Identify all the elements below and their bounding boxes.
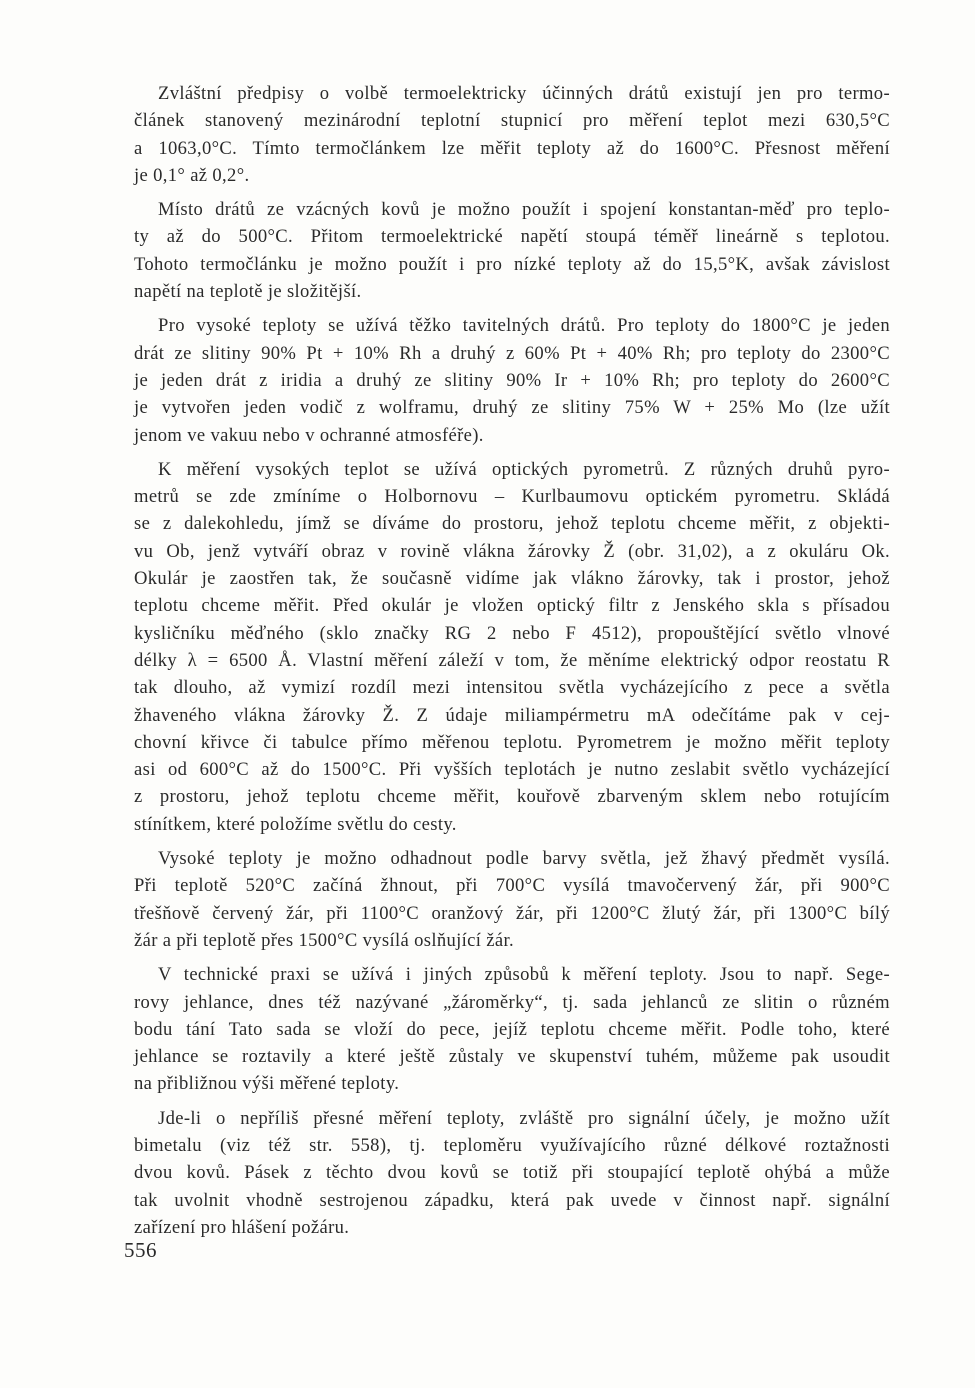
text-line: chovní křivce či tabulce přímo měřenou teplotu. Pyrometrem je možno měřit teploty bbox=[134, 731, 890, 753]
text-line: Tohoto termočlánku je možno použít i pro nízké teploty až do 15,5°K, avšak závislost bbox=[134, 253, 890, 275]
text-line: Zvláštní předpisy o volbě termoelektricky účinných drátů existují jen pro termo- bbox=[158, 83, 890, 104]
page-number: 556 bbox=[124, 1238, 157, 1262]
text-line: Při teplotě 520°C začíná žhnout, při 700°C vysílá tmavočervený žár, při 900°C bbox=[134, 875, 890, 897]
text-line: je vytvořen jeden vodič z wolframu, druhý ze slitiny 75% W + 25% Mo (lze užít bbox=[134, 397, 890, 419]
text-line: Pro vysoké teploty se užívá těžko tavitelných drátů. Pro teploty do 1800°C je jeden bbox=[158, 315, 890, 337]
text-line: V technické praxi se užívá i jiných způsobů k měření teploty. Jsou to např. Sege- bbox=[158, 964, 890, 986]
paragraph-high-temperature-wires bbox=[134, 312, 890, 448]
body-text bbox=[134, 80, 890, 1248]
text-line: stínítkem, které položíme světlu do cesty. bbox=[134, 813, 457, 835]
text-line: Vysoké teploty je možno odhadnout podle barvy světla, jež žhavý předmět vysílá. bbox=[158, 848, 890, 870]
text-line: se z dalekohledu, jímž se díváme do prostoru, jehož teplotu chceme měřit, z objekti- bbox=[134, 513, 890, 535]
paragraph-optical-pyrometers bbox=[134, 456, 890, 838]
text-line: jehlance se roztavily a které ještě zůstaly ve skupenství tuhém, můžeme pak usoudit bbox=[134, 1046, 890, 1068]
text-line: vu Ob, jenž vytváří obraz v rovině vlákna žárovky Ž (obr. 31,02), a z okuláru Ok. bbox=[134, 540, 890, 562]
text-line: rovy jehlance, dnes též nazývané „žároměrky“, tj. sada jehlanců ze slitin o různém bbox=[134, 991, 890, 1013]
text-line: teplotu chceme měřit. Před okulár je vložen optický filtr z Jenského skla s přísadou bbox=[134, 595, 890, 617]
text-line: tak uvolnit vhodně sestrojenou západku, která pak uvede v činnost např. signální bbox=[134, 1189, 890, 1211]
text-line: třešňově červený žár, při 1100°C oranžový žár, při 1200°C žlutý žár, při 1300°C bílý bbox=[134, 902, 890, 924]
text-line: K měření vysokých teplot se užívá optických pyrometrů. Z různých druhů pyro- bbox=[158, 458, 890, 480]
text-line: Místo drátů ze vzácných kovů je možno použít i spojení konstantan-měď pro teplo- bbox=[158, 199, 890, 221]
text-line: na přibližnou výši měřené teploty. bbox=[134, 1073, 400, 1095]
text-line: je 0,1° až 0,2°. bbox=[134, 164, 250, 186]
text-line: kysličníku měďného (sklo značky RG 2 nebo F 4512), propouštějící světlo vlnové bbox=[134, 622, 890, 644]
paragraph-glow-colors bbox=[134, 845, 890, 954]
text-line: je jeden drát z iridia a druhý ze slitiny 90% Ir + 10% Rh; pro teploty do 2600°C bbox=[134, 369, 890, 391]
text-line: z prostoru, jehož teplotu chceme měřit, kouřově zbarveným sklem nebo rotujícím bbox=[134, 786, 890, 808]
text-line: délky λ = 6500 Å. Vlastní měření záleží v tom, že měníme elektrický odpor reostatu R bbox=[134, 649, 890, 671]
text-line: drát ze slitiny 90% Pt + 10% Rh a druhý z 60% Pt + 40% Rh; pro teploty do 2300°C bbox=[134, 342, 890, 364]
text-line: metrů se zde zmíníme o Holbornovu – Kurlbaumovu optickém pyrometru. Skládá bbox=[134, 486, 890, 508]
text-line: článek stanovený mezinárodní teplotní stupnicí pro měření teplot mezi 630,5°C bbox=[134, 110, 890, 132]
text-line: bodu tání Tato sada se vloží do pece, jejíž teplotu chceme měřit. Podle toho, které bbox=[134, 1018, 890, 1040]
paragraph-constantan-copper bbox=[134, 196, 890, 305]
text-line: žhaveného vlákna žárovky Ž. Z údaje miliampérmetru mA odečítáme pak v cej- bbox=[134, 704, 890, 726]
text-line: Okulár je zaostřen tak, že současně vidíme jak vlákno žárovky, tak i prostor, jehož bbox=[134, 568, 890, 590]
text-line: tak dlouho, až vymizí rozdíl mezi intensitou světla vycházejícího z pece a světla bbox=[134, 677, 890, 699]
text-line: žár a při teplotě přes 1500°C vysílá oslňující žár. bbox=[134, 929, 515, 951]
text-line: dvou kovů. Pásek z těchto dvou kovů se totiž při stoupající teplotě ohýbá a může bbox=[134, 1162, 890, 1184]
paragraph-seger-cones bbox=[134, 961, 890, 1097]
text-line: napětí na teplotě je složitější. bbox=[134, 281, 362, 303]
text-line: ty až do 500°C. Přitom termoelektrické napětí stoupá téměř lineárně s teplotou. bbox=[134, 226, 890, 248]
text-line: a 1063,0°C. Tímto termočlánkem lze měřit teploty až do 1600°C. Přesnost měření bbox=[134, 137, 890, 159]
paragraph-thermocouple-wires bbox=[134, 80, 890, 189]
text-line: jenom ve vakuu nebo v ochranné atmosféře). bbox=[134, 424, 484, 446]
text-line: bimetalu (viz též str. 558), tj. teploměru využívajícího různé délkové roztažnosti bbox=[134, 1134, 890, 1156]
text-line: Jde-li o nepříliš přesné měření teploty, zvláště pro signální účely, je možno užít bbox=[158, 1107, 890, 1129]
text-line: zařízení pro hlášení požáru. bbox=[134, 1216, 350, 1238]
paragraph-bimetal bbox=[134, 1105, 890, 1241]
text-line: asi od 600°C až do 1500°C. Při vyšších teplotách je nutno zeslabit světlo vycházející bbox=[134, 759, 890, 781]
